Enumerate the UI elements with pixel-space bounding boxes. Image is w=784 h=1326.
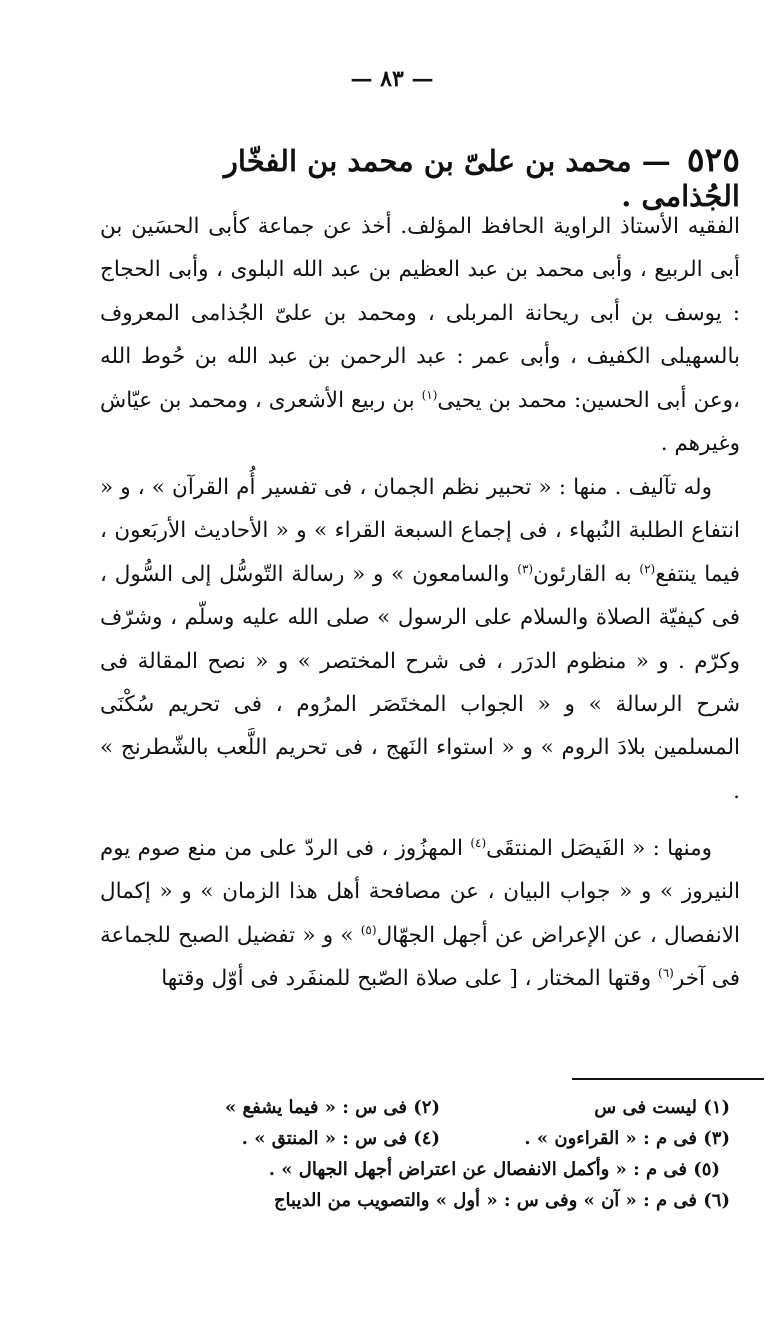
entry-number: ٥٢٥ [686,140,740,179]
paragraph-text: المهزُوز ، فى الردّ على من منع صوم يوم النيروز » و « جواب البيان ، عن مصافحة أهل هذا الزمان » و « إكمال الانفصال ، عن الإعراض عن أجهل الجهّال [100,836,740,948]
page-number: — ٨٣ — [350,66,434,92]
paragraph-text: وله تآليف . منها : « تحبير نظم الجمان ، فى تفسير أُم القرآن » ، و « انتفاع الطلبة النُبهاء ، فى إجماع السبعة القراء » و « الأحاديث الأربَعون ، فيما ينتفع [100,475,740,587]
biography-paragraph [100,205,740,465]
entry-title: — محمد بن علىّ بن محمد بن الفخّار الجُذامى . [223,144,740,213]
paragraph-text: الفقيه الأستاذ الراوية الحافظ المؤلف. أخذ عن جماعة كأبى الحسَين بن أبى الربيع ، وأبى محمد بن عبد العظيم بن عبد الله البلوى ، وأبى الحجاج : يوسف بن أبى ريحانة المربلى ، ومحمد بن علىّ الجُذامى المعروف بالسهيلى الكفيف ، وأبى عمر : عبد الرحمن بن عبد الله بن حُوط الله ،وعن أبى الحسين: محمد بن يحيى [100,214,740,413]
footnote-6: (٦) فى م : « آن » وفى س : « أول » والتصويب من الديباج [273,1190,730,1211]
footnotes [160,1092,730,1216]
works-paragraph [100,466,740,813]
paragraph-text: به القارئون [533,561,640,587]
footnote-5: (٥) فى م : « وأكمل الانفصال عن اعتراض أجهل الجهال » . [268,1159,720,1180]
footnote-1: (١) ليست فى س [594,1097,730,1118]
entry-heading [220,140,740,213]
footnote-marker: (٢) [639,561,656,576]
paragraph-text: بن ربيع الأشعرى ، ومحمد بن عيّاش وغيرهم . [100,387,740,457]
more-works-paragraph [100,827,740,1001]
paragraph-text: وقتها المختار ، [ على صلاة الصّبح للمنفَرد فى أوّل وقتها [161,966,658,992]
footnote-2: (٢) فى س : « فيما يشفع » [225,1097,440,1118]
paragraph-text: والسامعون » و « رسالة التّوسُّل إلى السُّول ، فى كيفيّة الصلاة والسلام على الرسول » صلى الله عليه وسلّم ، وشرّف وكرّم . و « منظوم الدرَر ، فى شرح المختصر » و « نصح المقالة فى شرح الرسالة » و « الجواب المختَصَر المرُوم ، فى تحريم سُكْنَى المسلمين بلادَ الروم » و « استواء النَهج ، فى تحريم اللَّعب بالشّطرنج » . [100,561,740,804]
footnote-marker: (٦) [658,966,674,981]
footnote-marker: (٣) [517,561,534,576]
footnote-marker: (٥) [360,922,377,937]
footnote-marker: (٤) [470,835,487,850]
footnote-4: (٤) فى س : « المنتق » . [241,1128,440,1149]
paragraph-text: » و « تفضيل الصبح للجماعة فى آخر [100,922,740,992]
footnote-divider [572,1078,764,1080]
paragraph-text: ومنها : « الفَيصَل المنتقَى [486,836,713,861]
footnote-marker: (١) [421,387,438,402]
footnote-3: (٣) فى م : « القراءون » . [524,1128,730,1149]
